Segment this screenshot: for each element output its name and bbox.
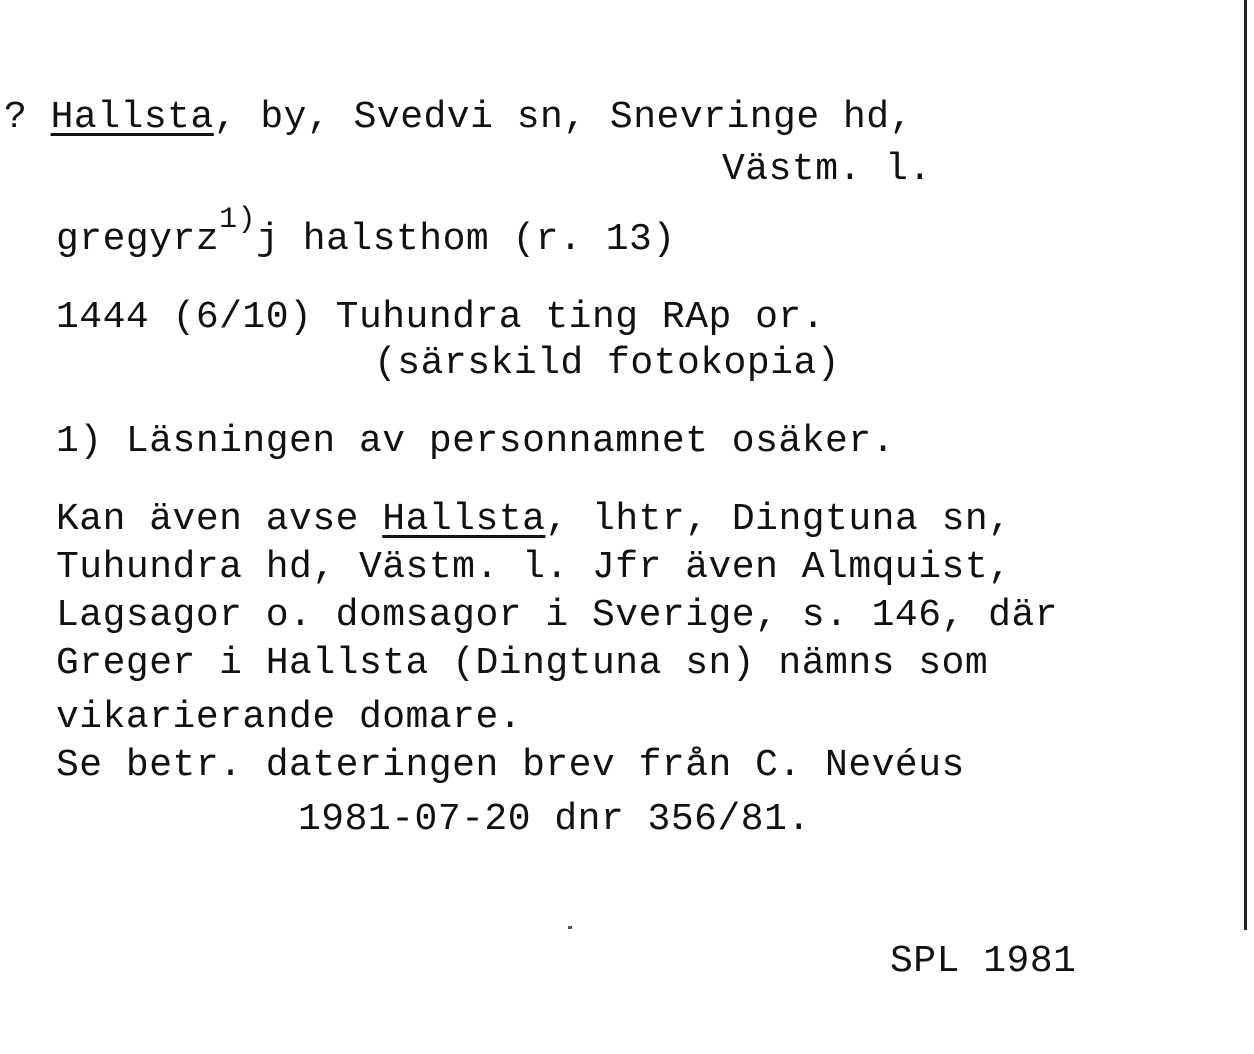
form-rest: j halsthom (r. 13) (256, 218, 676, 261)
comment-line-6: Se betr. dateringen brev från C. Nevéus (56, 744, 965, 787)
comment-line-1-prefix: Kan även avse (56, 498, 383, 541)
comment-headword: Hallsta (382, 498, 546, 541)
comment-line-7: 1981-07-20 dnr 356/81. (298, 798, 811, 841)
comment-line-4: Greger i Hallsta (Dingtuna sn) nämns som (56, 642, 989, 685)
card-edge-line (1244, 0, 1247, 930)
question-mark: ? (4, 96, 28, 139)
entry-heading (4, 96, 913, 140)
headword: Hallsta (50, 96, 214, 139)
form-name: gregyrz (56, 218, 220, 261)
location-line-2: Västm. l. (722, 148, 932, 191)
speck (568, 926, 572, 929)
footnote-ref: 1) (219, 203, 257, 237)
signature: SPL 1981 (890, 940, 1077, 983)
footnote-text: 1) Läsningen av personnamnet osäker. (56, 420, 895, 463)
comment-line-1 (56, 498, 1011, 542)
source-line-1: 1444 (6/10) Tuhundra ting RAp or. (56, 296, 826, 339)
form-line (56, 203, 676, 264)
comment-line-2: Tuhundra hd, Västm. l. Jfr även Almquist, (56, 546, 1012, 589)
comment-line-1-suffix: , lhtr, Dingtuna sn, (545, 498, 1012, 541)
comment-line-5: vikarierande domare. (56, 696, 523, 739)
source-line-2: (särskild fotokopia) (374, 342, 841, 385)
location-text: , by, Svedvi sn, Snevringe hd, (213, 96, 913, 139)
comment-line-3: Lagsagor o. domsagor i Sverige, s. 146, där (56, 594, 1059, 637)
